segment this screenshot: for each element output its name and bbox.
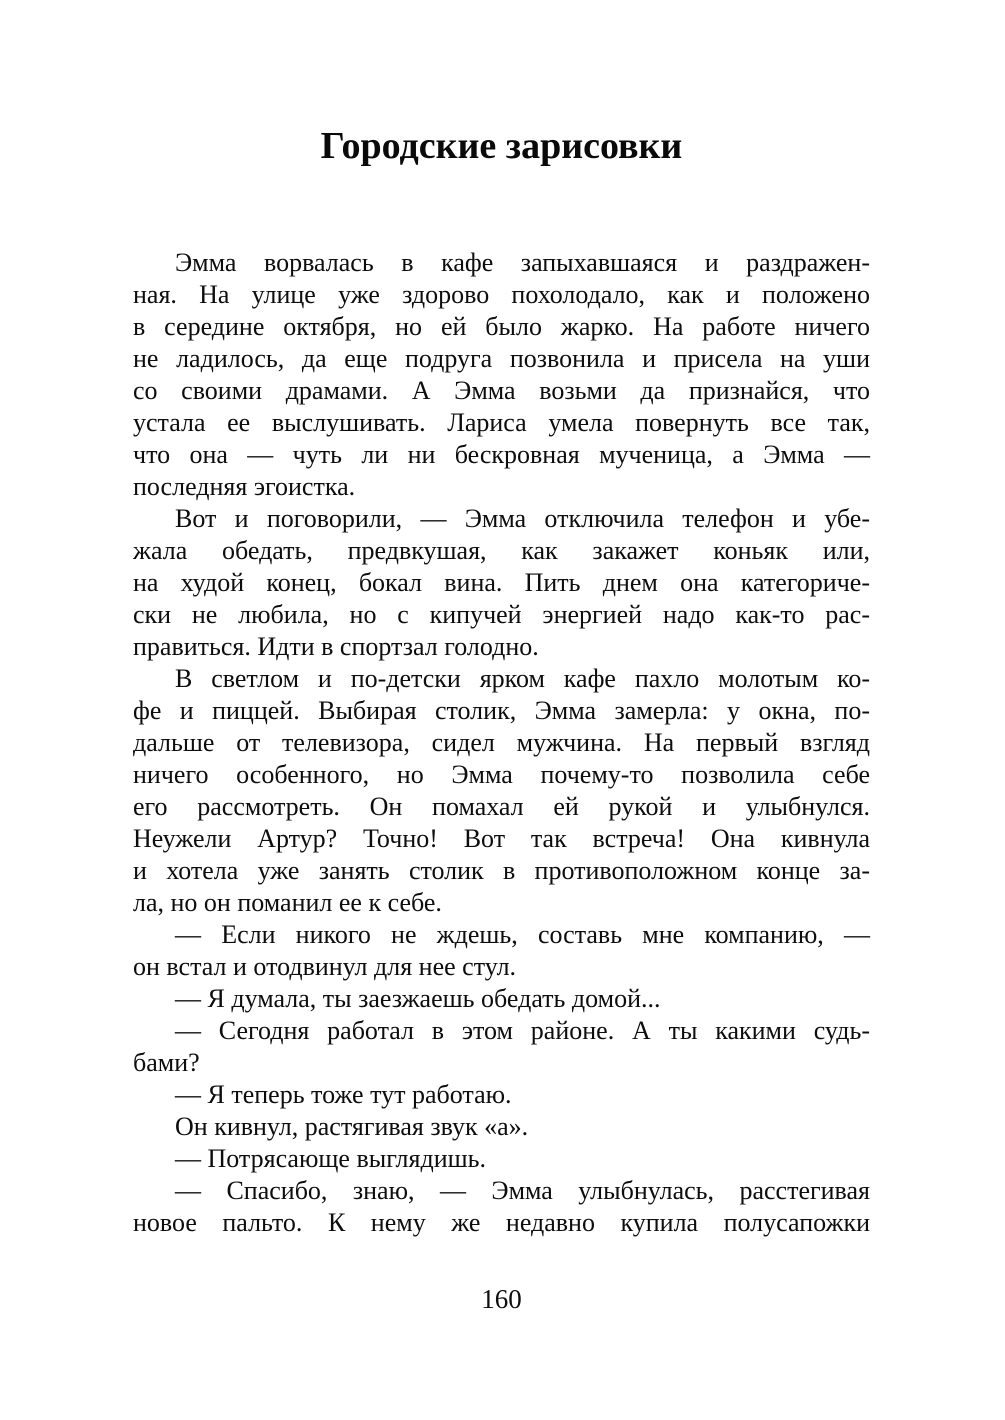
text-line: его рассмотреть. Он помахал ей рукой и улыбнулся. xyxy=(133,792,870,821)
paragraph xyxy=(133,1015,870,1079)
text-line: — Потрясающе выглядишь. xyxy=(175,1144,486,1173)
text-line: — Если никого не ждешь, составь мне компанию, — xyxy=(175,920,870,949)
paragraph xyxy=(133,1175,870,1239)
text-line: в середине октября, но ей было жарко. На работе ничего xyxy=(133,312,870,341)
text-line: ная. На улице уже здорово похолодало, как и положено xyxy=(133,280,870,309)
paragraph xyxy=(133,1079,870,1111)
text-line: бами? xyxy=(133,1048,200,1077)
paragraph xyxy=(133,663,870,919)
text-line: он встал и отодвинул для нее стул. xyxy=(133,952,517,981)
text-line: — Спасибо, знаю, — Эмма улыбнулась, расстегивая xyxy=(175,1176,870,1205)
page-number: 160 xyxy=(481,1284,522,1314)
text-line: ничего особенного, но Эмма почему-то позволила себе xyxy=(133,760,870,789)
text-line: Неужели Артур? Точно! Вот так встреча! Она кивнула xyxy=(133,824,870,853)
text-line: правиться. Идти в спортзал голодно. xyxy=(133,632,539,661)
paragraph xyxy=(133,1143,870,1175)
text-line: последняя эгоистка. xyxy=(133,472,356,501)
text-line: ски не любила, но с кипучей энергией надо как-то рас- xyxy=(133,600,870,629)
text-line: Эмма ворвалась в кафе запыхавшаяся и раздражен- xyxy=(175,248,870,277)
text-line: не ладилось, да еще подруга позвонила и присела на уши xyxy=(133,344,870,373)
text-line: на худой конец, бокал вина. Пить днем она категориче- xyxy=(133,568,870,597)
paragraph xyxy=(133,919,870,983)
paragraph xyxy=(133,983,870,1015)
page-title: Городские зарисовки xyxy=(320,125,683,167)
body-text xyxy=(133,247,870,1239)
text-line: устала ее выслушивать. Лариса умела повернуть все так, xyxy=(133,408,870,437)
text-line: — Я думала, ты заезжаешь обедать домой... xyxy=(175,984,661,1013)
text-line: и хотела уже занять столик в противоположном конце за- xyxy=(133,856,870,885)
text-line: — Сегодня работал в этом районе. А ты какими судь- xyxy=(175,1016,870,1045)
paragraph xyxy=(133,1111,870,1143)
text-line: со своими драмами. А Эмма возьми да признайся, что xyxy=(133,376,870,405)
text-line: Он кивнул, растягивая звук «а». xyxy=(175,1112,529,1141)
paragraph xyxy=(133,247,870,503)
text-line: Вот и поговорили, — Эмма отключила телефон и убе- xyxy=(175,504,870,533)
paragraph xyxy=(133,503,870,663)
text-line: ла, но он поманил ее к себе. xyxy=(133,888,442,917)
text-line: дальше от телевизора, сидел мужчина. На первый взгляд xyxy=(133,728,870,757)
text-line: фе и пиццей. Выбирая столик, Эмма замерла: у окна, по- xyxy=(133,696,870,725)
text-line: что она — чуть ли ни бескровная мученица, а Эмма — xyxy=(133,440,870,469)
text-line: — Я теперь тоже тут работаю. xyxy=(175,1080,512,1109)
text-line: жала обедать, предвкушая, как закажет коньяк или, xyxy=(133,536,870,565)
text-line: В светлом и по-детски ярком кафе пахло молотым ко- xyxy=(175,664,870,693)
text-line: новое пальто. К нему же недавно купила полусапожки xyxy=(133,1208,870,1237)
